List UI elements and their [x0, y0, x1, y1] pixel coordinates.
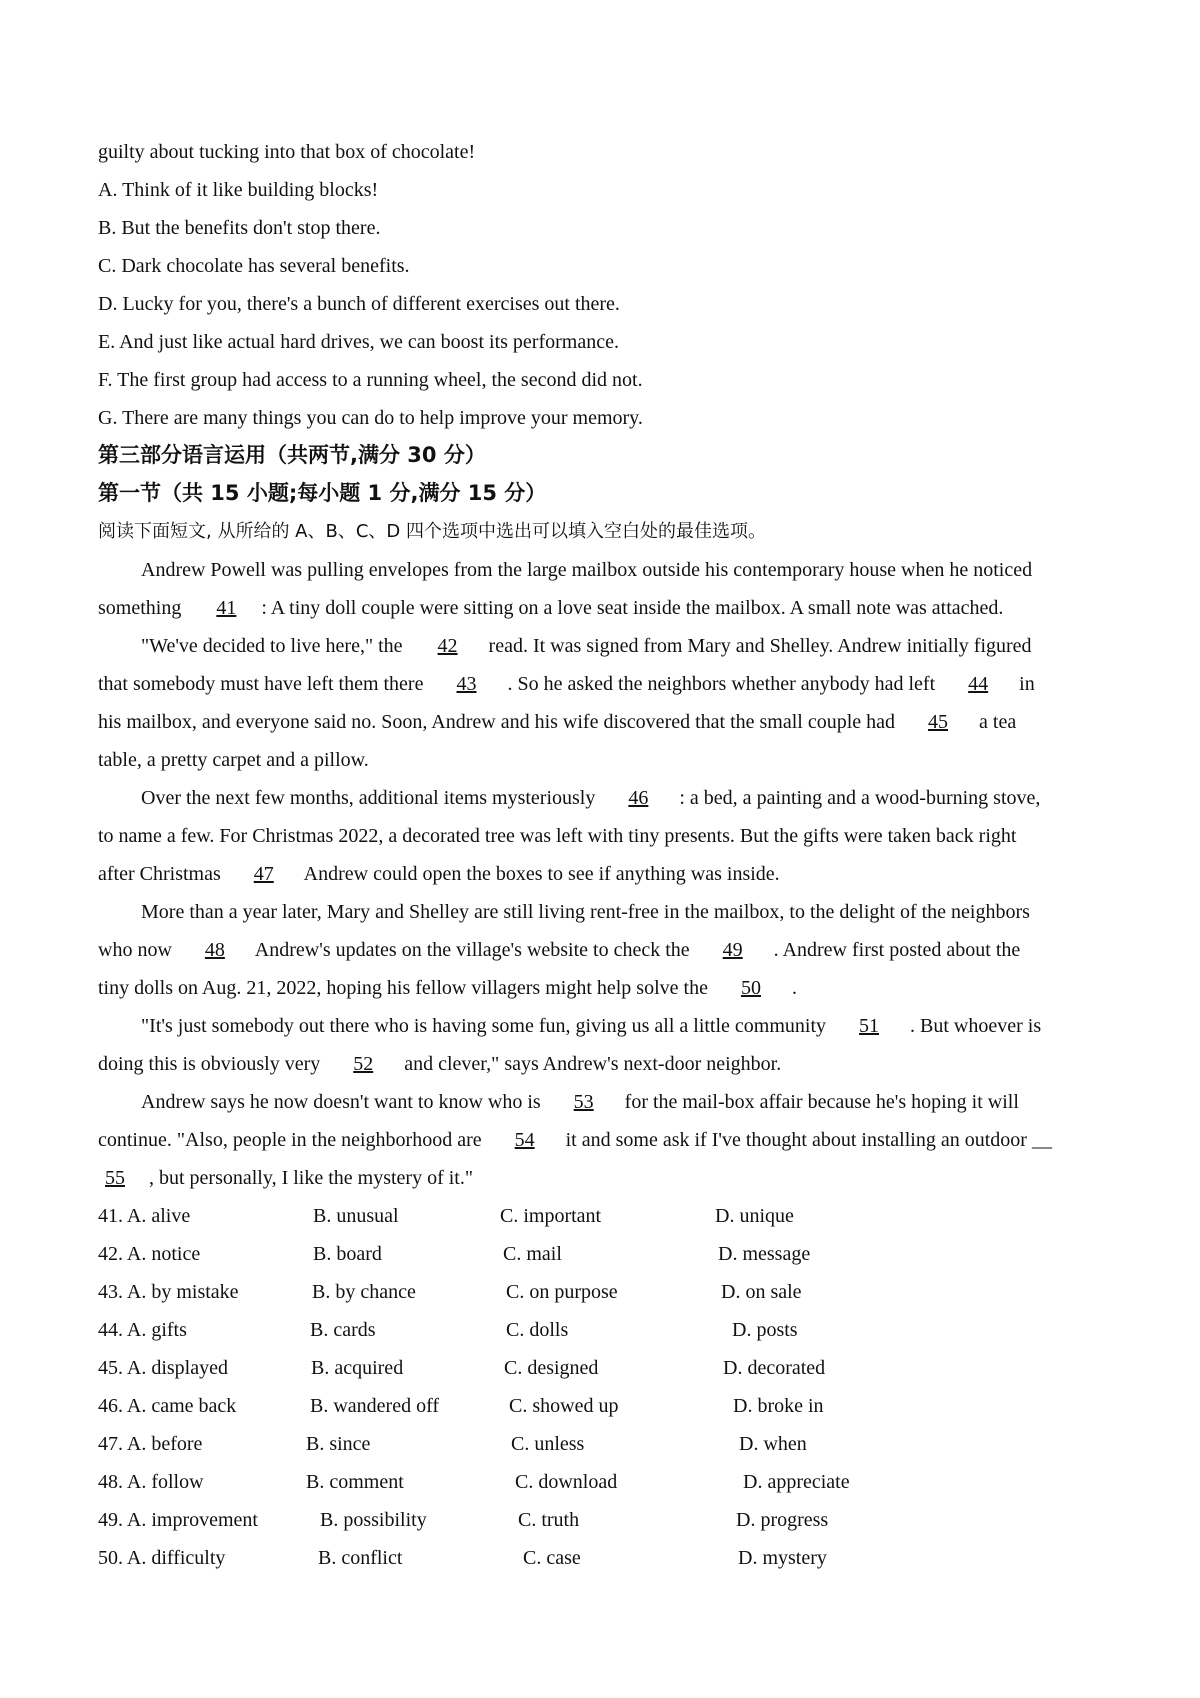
passage-text: after Christmas — [98, 863, 221, 885]
option-row — [98, 1280, 998, 1304]
option-row — [98, 1432, 998, 1456]
option-e: E. And just like actual hard drives, we can boost its performance. — [98, 331, 619, 353]
blank-48: 48 — [204, 939, 225, 961]
option-row — [98, 1318, 998, 1342]
passage-line — [98, 938, 1020, 962]
option-b-text: B. board — [313, 1243, 382, 1265]
option-a-text: 43. A. by mistake — [98, 1281, 239, 1303]
option-b-text: B. conflict — [318, 1547, 403, 1569]
instruction: 阅读下面短文, 从所给的 A、B、C、D 四个选项中选出可以填入空白处的最佳选项。 — [98, 521, 766, 542]
passage-text: tiny dolls on Aug. 21, 2022, hoping his fellow villagers might help solve the — [98, 977, 708, 999]
blank-42: 42 — [437, 635, 458, 657]
text-line: guilty about tucking into that box of chocolate! — [98, 141, 476, 163]
option-b-text: B. since — [306, 1433, 371, 1455]
option-c-text: C. case — [523, 1547, 581, 1569]
passage-line — [98, 1052, 781, 1076]
option-a-text: 46. A. came back — [98, 1395, 237, 1417]
option-a-text: 41. A. alive — [98, 1205, 191, 1227]
option-a-text: 47. A. before — [98, 1433, 203, 1455]
option-d-text: D. unique — [715, 1205, 794, 1227]
option-d-text: D. decorated — [723, 1357, 826, 1379]
option-b-text: B. comment — [306, 1471, 404, 1493]
blank-46: 46 — [628, 787, 649, 809]
option-c-text: C. unless — [511, 1433, 585, 1455]
passage-text: continue. "Also, people in the neighborhood are — [98, 1129, 482, 1151]
option-c-text: C. download — [515, 1471, 618, 1493]
option-d-text: D. appreciate — [743, 1471, 850, 1493]
option-row — [98, 1242, 998, 1266]
option-row — [98, 1508, 998, 1532]
option-d-text: D. mystery — [738, 1547, 827, 1569]
passage-text: Andrew's updates on the village's website to check the — [254, 939, 690, 961]
option-b-text: B. wandered off — [310, 1395, 440, 1417]
blank-49: 49 — [722, 939, 743, 961]
passage-text: : A tiny doll couple were sitting on a love seat inside the mailbox. A small note was attached. — [261, 597, 1004, 619]
option-d-text: D. progress — [736, 1509, 829, 1531]
passage-text: "We've decided to live here," the — [141, 635, 403, 657]
passage-line — [141, 634, 1032, 658]
option-b-text: B. possibility — [320, 1509, 427, 1531]
blank-41: 41 — [216, 597, 237, 619]
option-f: F. The first group had access to a running wheel, the second did not. — [98, 369, 643, 391]
passage-text: in — [1019, 673, 1035, 695]
passage-text: his mailbox, and everyone said no. Soon, Andrew and his wife discovered that the small couple had — [98, 711, 896, 733]
option-c-text: C. dolls — [506, 1319, 569, 1341]
option-d-text: D. posts — [732, 1319, 798, 1341]
blank-51: 51 — [859, 1015, 880, 1037]
passage-line — [98, 1166, 473, 1190]
passage-text: it and some ask if I've thought about installing an outdoor — [565, 1129, 1027, 1151]
option-a-text: 48. A. follow — [98, 1471, 204, 1493]
option-a-text: 45. A. displayed — [98, 1357, 228, 1379]
option-b-text: B. acquired — [311, 1357, 404, 1379]
option-row — [98, 1470, 998, 1494]
passage-text: "It's just somebody out there who is having some fun, giving us all a little community — [141, 1015, 827, 1037]
section-title: 第三部分语言运用（共两节,满分 30 分） — [98, 443, 486, 467]
option-row — [98, 1204, 998, 1228]
passage-text: a tea — [979, 711, 1017, 733]
blank-55: 55 — [105, 1167, 125, 1189]
passage-text: Over the next few months, additional items mysteriously — [141, 787, 596, 809]
option-b-text: B. cards — [310, 1319, 376, 1341]
passage-text: Andrew could open the boxes to see if anything was inside. — [303, 863, 780, 885]
option-c: C. Dark chocolate has several benefits. — [98, 255, 410, 277]
passage-text: Andrew says he now doesn't want to know who is — [141, 1091, 541, 1113]
blank-43: 43 — [456, 673, 477, 695]
passage-line — [98, 596, 1003, 620]
passage-text: . But whoever is — [910, 1015, 1042, 1037]
passage-line — [141, 786, 1040, 810]
option-a: A. Think of it like building blocks! — [98, 179, 379, 201]
passage-line: to name a few. For Christmas 2022, a decorated tree was left with tiny presents. But the gifts were taken back right — [98, 825, 1017, 847]
blank-44: 44 — [968, 673, 989, 695]
passage-line — [141, 1014, 1041, 1038]
passage-line: Andrew Powell was pulling envelopes from the large mailbox outside his contemporary house when he noticed — [141, 559, 1033, 581]
option-d-text: D. when — [739, 1433, 807, 1455]
option-d-text: D. on sale — [721, 1281, 802, 1303]
option-a-text: 49. A. improvement — [98, 1509, 258, 1531]
passage-text: and clever," says Andrew's next-door neighbor. — [404, 1053, 782, 1075]
passage-line: More than a year later, Mary and Shelley are still living rent-free in the mailbox, to the delight of the neighbors — [141, 901, 1030, 923]
option-a-text: 50. A. difficulty — [98, 1547, 226, 1569]
option-a-text: 44. A. gifts — [98, 1319, 187, 1341]
passage-text: something — [98, 597, 182, 619]
blank-52: 52 — [353, 1053, 374, 1075]
passage-text: for the mail-box affair because he's hoping it will — [624, 1091, 1019, 1113]
option-c-text: C. designed — [504, 1357, 599, 1379]
passage-line — [98, 862, 780, 886]
passage-line — [141, 1090, 1019, 1114]
option-c-text: C. on purpose — [506, 1281, 618, 1303]
passage-line — [98, 1128, 1052, 1152]
passage-text: . Andrew first posted about the — [773, 939, 1021, 961]
option-b: B. But the benefits don't stop there. — [98, 217, 381, 239]
option-c-text: C. truth — [518, 1509, 580, 1531]
passage-text: , but personally, I like the mystery of it." — [149, 1167, 474, 1189]
passage-text: that somebody must have left them there — [98, 673, 424, 695]
option-c-text: C. showed up — [509, 1395, 619, 1417]
option-d-text: D. broke in — [733, 1395, 824, 1417]
passage-line: table, a pretty carpet and a pillow. — [98, 749, 369, 771]
option-row — [98, 1356, 998, 1380]
blank-53: 53 — [573, 1091, 594, 1113]
passage-text: . So he asked the neighbors whether anybody had left — [507, 673, 936, 695]
passage-text: doing this is obviously very — [98, 1053, 321, 1075]
option-b-text: B. by chance — [312, 1281, 416, 1303]
blank-54: 54 — [514, 1129, 535, 1151]
option-c-text: C. important — [500, 1205, 602, 1227]
option-b-text: B. unusual — [313, 1205, 399, 1227]
blank-47: 47 — [253, 863, 274, 885]
blank-50: 50 — [740, 977, 761, 999]
option-row — [98, 1394, 998, 1418]
passage-line — [98, 710, 1016, 734]
option-d-text: D. message — [718, 1243, 811, 1265]
subsection-title: 第一节（共 15 小题;每小题 1 分,满分 15 分） — [98, 481, 547, 505]
passage-line — [98, 976, 797, 1000]
option-g: G. There are many things you can do to help improve your memory. — [98, 407, 643, 429]
passage-text: . — [791, 977, 797, 999]
option-row — [98, 1546, 998, 1570]
passage-text: : a bed, a painting and a wood-burning stove, — [679, 787, 1041, 809]
option-c-text: C. mail — [503, 1243, 562, 1265]
blank-45: 45 — [928, 711, 949, 733]
passage-text: who now — [98, 939, 172, 961]
option-d: D. Lucky for you, there's a bunch of different exercises out there. — [98, 293, 620, 315]
passage-text: read. It was signed from Mary and Shelley. Andrew initially figured — [488, 635, 1032, 657]
blank-55-start: __ — [1031, 1129, 1052, 1151]
option-a-text: 42. A. notice — [98, 1243, 201, 1265]
passage-line — [98, 672, 1035, 696]
